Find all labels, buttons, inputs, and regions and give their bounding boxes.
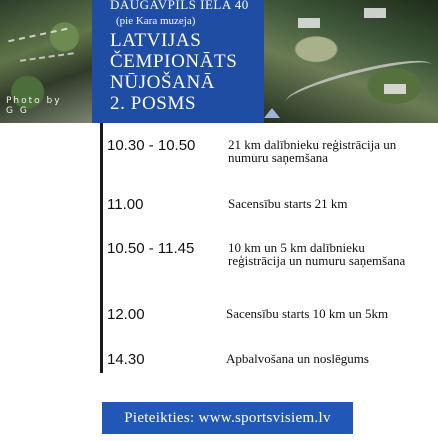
photo-credit-line: Photo by (6, 96, 62, 106)
schedule-description: Apbalvošana un noslēgums (226, 351, 369, 366)
location-note: (pie Kara muzeja) (116, 15, 196, 27)
registration-link-button[interactable]: Pieteikties: www.sportsvisiem.lv (102, 402, 353, 434)
photo-credit-line: G G (6, 106, 29, 116)
photo-building (298, 18, 320, 28)
event-stage: 2. POSMS (110, 93, 197, 114)
event-title-line: ČEMPIONĀTS (110, 51, 238, 72)
photo-credit (6, 96, 62, 116)
pointer-arrow-icon (264, 108, 280, 118)
photo-path-line (283, 52, 435, 114)
event-title-line: NŪJOŠANĀ (110, 72, 216, 93)
photo-path-line (20, 52, 74, 63)
schedule-time: 12.00 (107, 306, 145, 323)
event-title-line: LATVIJAS (110, 30, 202, 51)
schedule-description: 21 km dalībnieku reģistrācija un numuru saņemšana (228, 137, 397, 165)
event-title (110, 30, 264, 114)
schedule-description: 10 km un 5 km dalībnieku reģistrācija un numuru saņemšana (228, 240, 406, 268)
event-header (0, 0, 438, 123)
photo-building (384, 84, 406, 94)
photo-path-line (8, 28, 68, 44)
schedule-time: 14.30 (107, 351, 145, 368)
park-photo-left (0, 0, 92, 123)
park-photo-right (264, 0, 438, 123)
schedule-description: Sacensību starts 21 km (228, 196, 348, 211)
schedule-time: 11.00 (107, 196, 144, 213)
street-address: DAUGAVPILS IELA 40 (110, 0, 249, 12)
schedule-time: 10.50 - 11.45 (107, 240, 195, 257)
photo-building (364, 8, 386, 18)
schedule-time: 10.30 - 10.50 (107, 137, 196, 154)
schedule-description: Sacensību starts 10 km un 5km (226, 306, 389, 321)
timeline-line (100, 123, 103, 373)
header-text (92, 0, 264, 123)
